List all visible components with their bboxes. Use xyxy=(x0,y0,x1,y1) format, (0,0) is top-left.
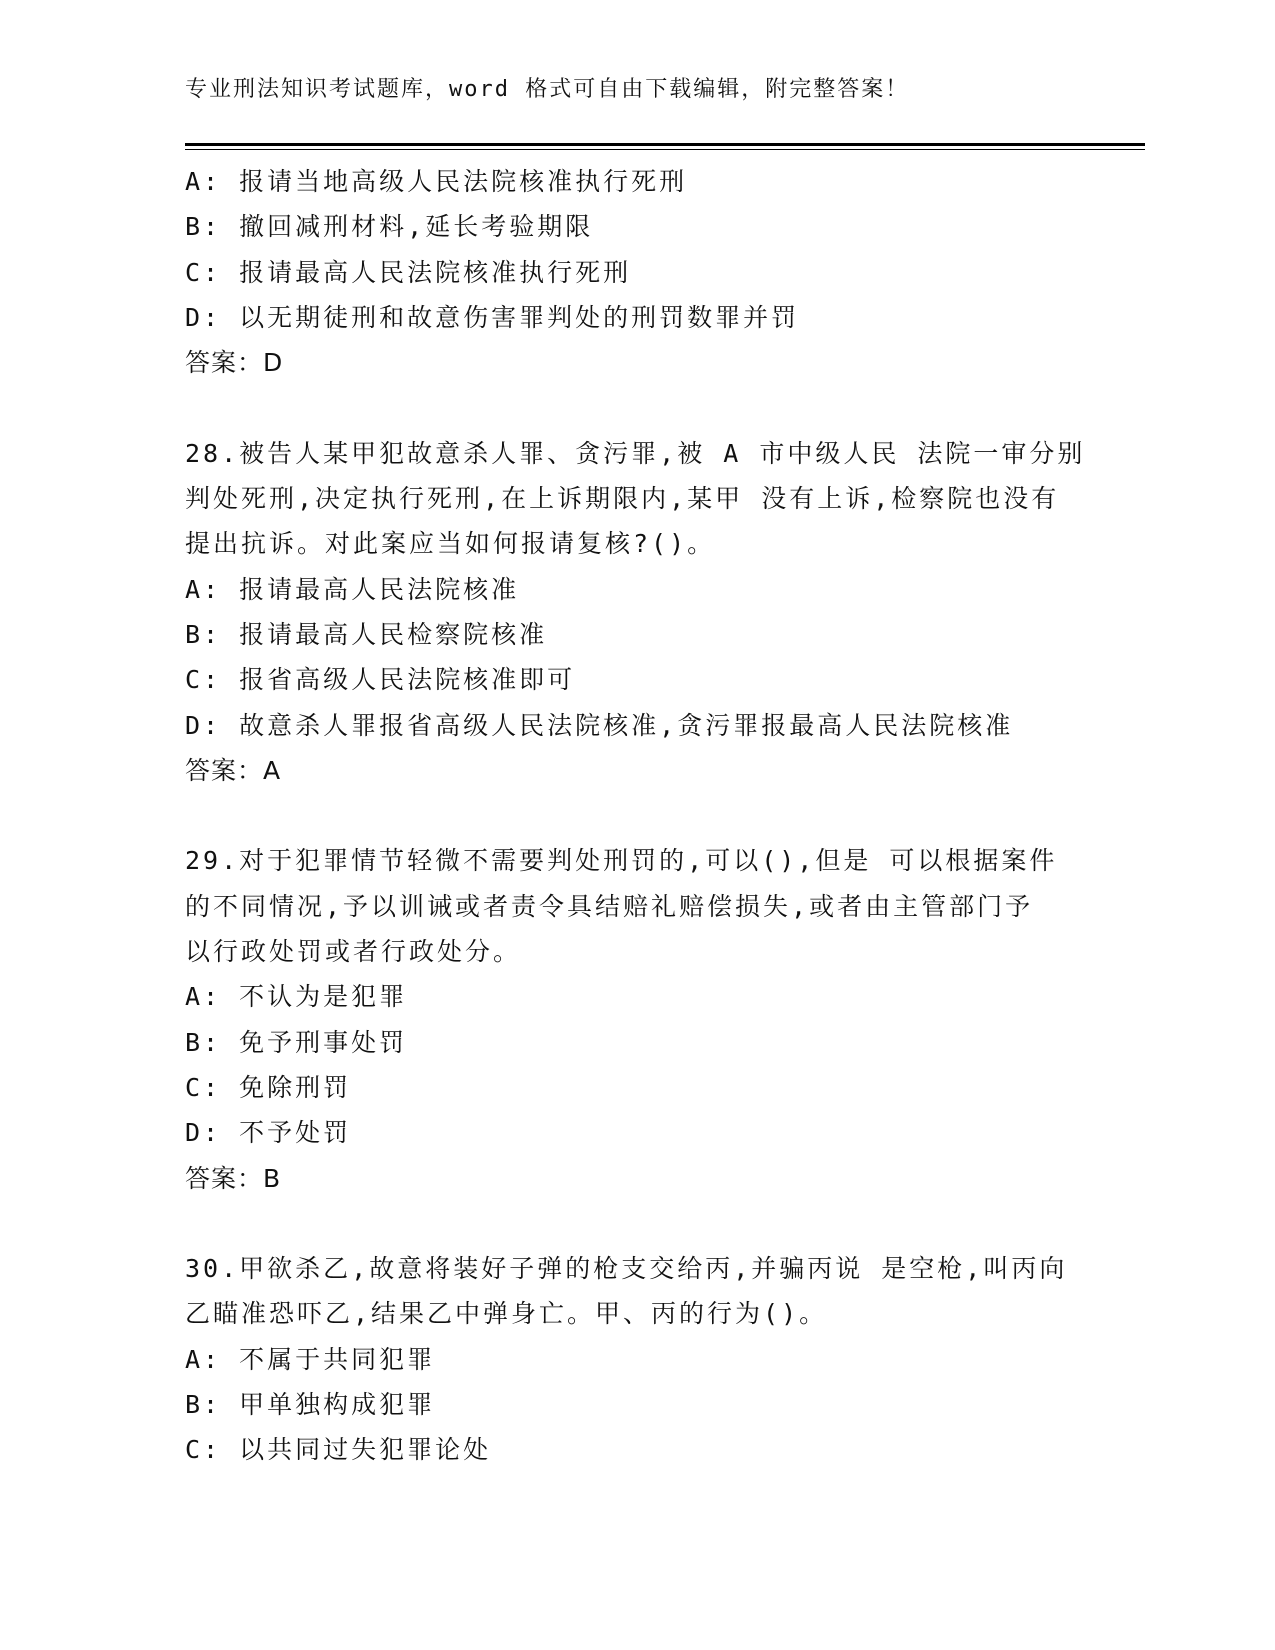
option-a: A: 不属于共同犯罪 xyxy=(185,1344,436,1374)
question-28 xyxy=(185,431,1085,793)
spacer xyxy=(185,1201,1085,1246)
option-a: A: 不认为是犯罪 xyxy=(185,982,408,1012)
question-stem-line: 乙瞄准恐吓乙,结果乙中弹身亡。甲、丙的行为()。 xyxy=(185,1299,828,1329)
question-stem-line: 提出抗诉。对此案应当如何报请复核?()。 xyxy=(185,529,716,559)
header-rule-thin xyxy=(185,149,1145,150)
question-list xyxy=(185,159,1085,1473)
question-stem-line: 30.甲欲杀乙,故意将装好子弹的枪支交给丙,并骗丙说 是空枪,叫丙向 xyxy=(185,1254,1068,1284)
question-29 xyxy=(185,838,1085,1200)
option-c: C: 以共同过失犯罪论处 xyxy=(185,1435,492,1465)
option-c: C: 报省高级人民法院核准即可 xyxy=(185,665,576,695)
option-a: A: 报请最高人民法院核准 xyxy=(185,574,520,604)
option-c: C: 免除刑罚 xyxy=(185,1072,352,1102)
question-stem-line: 判处死刑,决定执行死刑,在上诉期限内,某甲 没有上诉,检察院也没有 xyxy=(185,484,1060,514)
option-d: D: 以无期徒刑和故意伤害罪判处的刑罚数罪并罚 xyxy=(185,302,800,332)
option-b: B: 免予刑事处罚 xyxy=(185,1027,408,1057)
answer: 答案：D xyxy=(185,348,284,378)
option-b: B: 撤回减刑材料,延长考验期限 xyxy=(185,212,594,242)
spacer xyxy=(185,385,1085,430)
question-27 xyxy=(185,159,1085,385)
option-d: D: 不予处罚 xyxy=(185,1118,352,1148)
answer: 答案：B xyxy=(185,1163,282,1193)
option-b: B: 甲单独构成犯罪 xyxy=(185,1390,436,1420)
question-stem-line: 28.被告人某甲犯故意杀人罪、贪污罪,被 A 市中级人民 法院一审分别 xyxy=(185,438,1086,468)
option-c: C: 报请最高人民法院核准执行死刑 xyxy=(185,257,632,287)
option-b: B: 报请最高人民检察院核准 xyxy=(185,619,548,649)
question-stem-line: 29.对于犯罪情节轻微不需要判处刑罚的,可以(),但是 可以根据案件 xyxy=(185,846,1058,876)
page-header: 专业刑法知识考试题库，word 格式可自由下载编辑，附完整答案！ xyxy=(185,77,910,102)
question-stem-line: 的不同情况,予以训诫或者责令具结赔礼赔偿损失,或者由主管部门予 xyxy=(185,891,1034,921)
option-a: A: 报请当地高级人民法院核准执行死刑 xyxy=(185,167,688,196)
question-30 xyxy=(185,1246,1085,1472)
spacer xyxy=(185,793,1085,838)
header-rule-thick xyxy=(185,143,1145,146)
option-d: D: 故意杀人罪报省高级人民法院核准,贪污罪报最高人民法院核准 xyxy=(185,710,1014,740)
answer: 答案：A xyxy=(185,755,282,785)
question-stem-line: 以行政处罚或者行政处分。 xyxy=(185,937,522,967)
